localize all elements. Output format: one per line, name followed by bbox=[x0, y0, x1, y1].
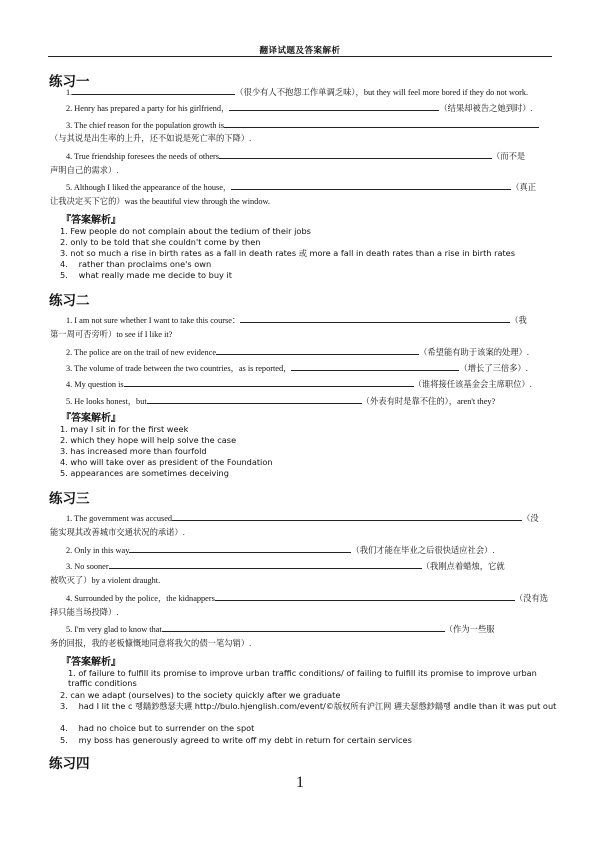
answer-2-5: 5. appearances are sometimes deceiving bbox=[60, 468, 229, 478]
header-divider bbox=[48, 56, 552, 57]
answer-2-2: 2. which they hope will help solve the case bbox=[60, 435, 237, 445]
answer-3-5: 5. my boss has generously agreed to write off my debt in return for certain services bbox=[60, 735, 412, 745]
exercise-3-line-1: 1. The government was accused （没 bbox=[66, 514, 539, 523]
answer-1-4: 4. rather than proclaims one's own bbox=[60, 259, 212, 269]
answer-heading-3: 『答案解析』 bbox=[61, 657, 121, 668]
section-title-4: 练习四 bbox=[49, 756, 90, 772]
exercise-3-line-1b: 能实现其改善城市交通状况的承诺）. bbox=[50, 528, 185, 537]
exercise-1-line-4b: 声明自己的需求）. bbox=[50, 166, 119, 175]
exercise-3-line-4: 4. Surrounded by the police，the kidnappers （没有选 bbox=[66, 594, 549, 603]
exercise-1-line-3b: （与其说是出生率的上升，还不如说是死亡率的下降）. bbox=[50, 134, 252, 143]
answer-3-1: 1. of failure to fulfill its promise to improve urban traffic conditions/ of failing to fulfill its promise to improve urban traffic conditions bbox=[68, 668, 537, 688]
answer-3-4: 4. had no choice but to surrender on the spot bbox=[60, 723, 255, 733]
answer-1-3: 3. not so much a rise in birth rates as a fall in death rates 或 more a fall in death rates than a rise in birth rates bbox=[60, 248, 515, 258]
exercise-2-line-5: 5. He looks honest，but （外表有时是靠不住的），aren't they? bbox=[66, 397, 496, 406]
exercise-2-line-4: 4. My question is （谁将接任该基金会主席职位）. bbox=[66, 380, 532, 389]
exercise-1-line-4: 4. True friendship foresees the needs of others （而不是 bbox=[66, 152, 526, 161]
exercise-3-line-5b: 务的回报，我的老板慷慨地同意将我欠的债一笔勾销）. bbox=[50, 639, 252, 648]
section-title-3: 练习三 bbox=[49, 491, 90, 507]
exercise-3-line-2: 2. Only in this way （我们才能在毕业之后很快适应社会）. bbox=[66, 546, 495, 555]
exercise-2-line-3: 3. The volume of trade between the two countries，as is reported， （增长了三倍多）. bbox=[66, 364, 528, 373]
answer-3-2: 2. can we adapt (ourselves) to the society quickly after we graduate bbox=[60, 690, 341, 700]
exercise-2-line-2: 2. The police are on the trail of new evidence （希望能有助于该案的处理）. bbox=[66, 348, 529, 357]
answer-heading-2: 『答案解析』 bbox=[61, 413, 121, 424]
exercise-1-line-2: 2. Henry has prepared a party for his girlfriend， （结果却被告之她到时）. bbox=[66, 104, 533, 113]
page-number: 1 bbox=[296, 774, 304, 791]
exercise-2-line-1b: 第一周可否旁听）to see if I like it? bbox=[50, 330, 173, 339]
exercise-2-line-1: 1. I am not sure whether I want to take this course： （我 bbox=[66, 316, 527, 325]
exercise-1-line-5: 5. Although I liked the appearance of the house， （真正 bbox=[66, 183, 537, 192]
exercise-1-line-5b: 让我决定买下它的）was the beautiful view through the window. bbox=[50, 197, 270, 206]
section-title-1: 练习一 bbox=[49, 74, 90, 90]
page-header-title: 翻译试题及答案解析 bbox=[259, 46, 341, 56]
exercise-3-line-4b: 择只能当场投降）. bbox=[50, 608, 119, 617]
answer-1-5: 5. what really made me decide to buy it bbox=[60, 270, 232, 280]
answer-heading-1: 『答案解析』 bbox=[61, 215, 121, 226]
exercise-1-line-3: 3. The chief reason for the population growth is bbox=[50, 119, 554, 132]
exercise-1-line-1: 1. （很少有人不抱怨工作单调乏味），but they will feel more bored if they do not work. bbox=[66, 88, 529, 97]
answer-2-3: 3. has increased more than fourfold bbox=[60, 446, 207, 456]
answer-1-1: 1. Few people do not complain about the tedium of their jobs bbox=[60, 226, 311, 236]
exercise-3-line-3: 3. No sooner （我刚点着蜡烛，它就 bbox=[66, 562, 505, 571]
section-title-2: 练习二 bbox=[49, 293, 90, 309]
exercise-3-line-5: 5. I'm very glad to know that （作为一些服 bbox=[66, 625, 495, 634]
answer-2-1: 1. may I sit in for the first week bbox=[60, 424, 189, 434]
answer-3-3: 3. had I lit the c 혱鐋鈔慇瑟夫瓙 http://bulo.hjenglish.com/event/©版权所有沪江网 瓙夫瑟慇鈔鐋혱 andle than it was put out bbox=[60, 701, 557, 711]
exercise-3-line-3b: 被吹灭了）by a violent draught. bbox=[50, 576, 161, 585]
answer-1-2: 2. only to be told that she couldn't come by then bbox=[60, 237, 261, 247]
answer-2-4: 4. who will take over as president of the Foundation bbox=[60, 457, 273, 467]
